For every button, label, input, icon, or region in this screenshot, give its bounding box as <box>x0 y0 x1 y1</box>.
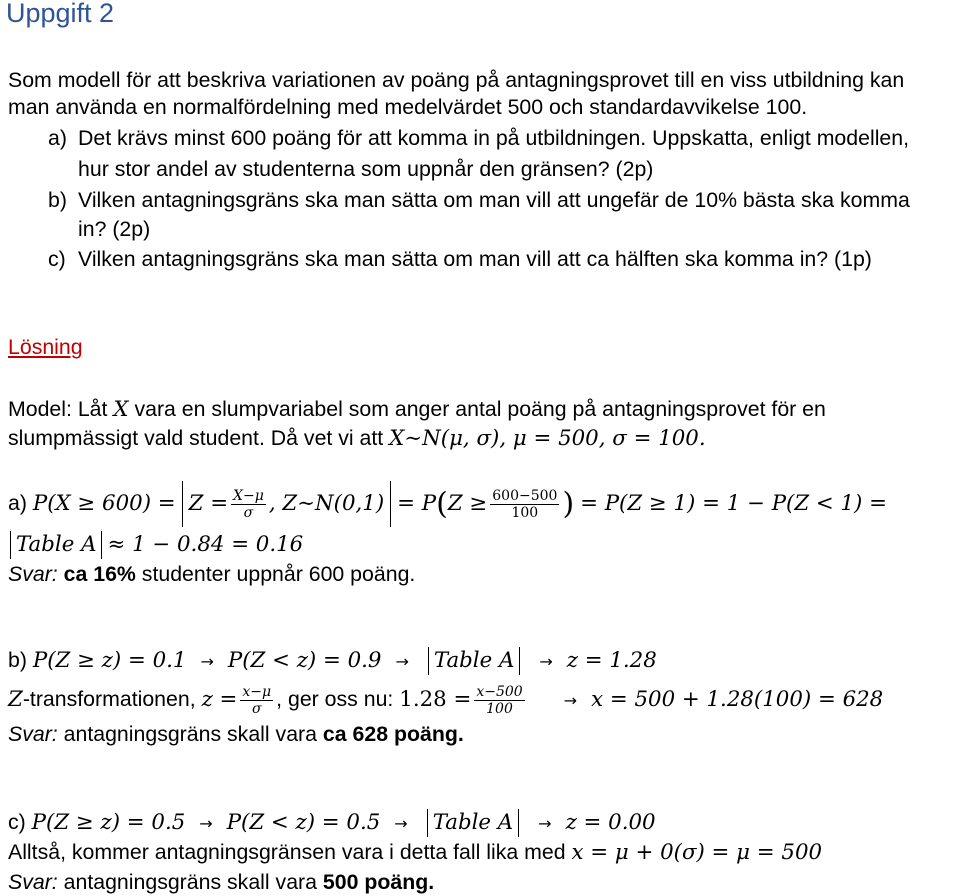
part-a-z-denominator: σ <box>243 504 254 521</box>
part-b-ztrans-var: Z <box>8 687 23 712</box>
part-c-line-2-math: x = μ + 0(σ) = μ = 500 <box>571 840 823 865</box>
part-b-solve-fraction <box>474 684 524 717</box>
part-c-line-2 <box>8 838 822 867</box>
question-a-line-1 <box>48 124 909 152</box>
table-bar-right <box>101 531 102 559</box>
model-line-1 <box>8 395 826 424</box>
arrow-icon: → <box>395 652 409 671</box>
part-b-result: x = 500 + 1.28(100) = 628 <box>591 687 884 712</box>
question-a-line-2: hur stor andel av studenterna som uppnår den gränsen? (2p) <box>78 157 654 181</box>
part-a-standardize-fraction <box>490 488 559 521</box>
part-c-label: c) <box>8 810 32 834</box>
part-a-eq-p: = P <box>397 491 437 516</box>
table-bar-left <box>10 531 11 559</box>
part-a-z-ge: Z ≥ <box>447 491 488 516</box>
question-b-line-1 <box>48 186 910 214</box>
part-a-approx: ≈ 1 − 0.84 = 0.16 <box>107 532 304 557</box>
intro-line-2: man använda en normalfördelning med medelvärdet 500 och standardavvikelse 100. <box>8 95 808 119</box>
part-c-table: Table A <box>432 810 514 835</box>
part-c-answer-text: antagningsgräns skall vara <box>57 870 323 894</box>
model-variable: X <box>113 397 129 422</box>
model-line-2 <box>8 424 706 453</box>
question-a-text-1: Det krävs minst 600 poäng för att komma in på utbildningen. Uppskatta, enligt modellen, <box>78 126 910 150</box>
paren-open: ( <box>436 486 448 522</box>
question-c-line-1 <box>48 245 872 273</box>
part-a-answer <box>8 560 415 588</box>
bracket-right <box>390 481 391 527</box>
question-b-label: b) <box>48 188 67 212</box>
part-a-z-numerator: X−μ <box>233 487 264 504</box>
part-c-answer-label: Svar: <box>8 870 58 894</box>
part-b-table: Table A <box>433 648 515 673</box>
arrow-icon: → <box>394 814 408 833</box>
part-b-ztrans-denominator: σ <box>251 700 262 717</box>
part-b-answer-bold: ca 628 poäng. <box>322 722 464 746</box>
arrow-icon: → <box>200 652 214 671</box>
model-distribution: X∼N(μ, σ), μ = 500, σ = 100. <box>389 426 706 451</box>
part-b-ztrans-numerator: x−μ <box>242 683 272 700</box>
intro-line-1: Som modell för att beskriva variationen av poäng på antagningsprovet till en viss utbildning kan <box>8 68 905 92</box>
part-b-answer <box>8 720 464 748</box>
part-a-line-1 <box>8 480 887 527</box>
part-a-answer-text: studenter uppnår 600 poäng. <box>135 562 416 586</box>
part-a-label: a) <box>8 491 33 515</box>
part-b-ztrans-val: 1.28 = <box>399 687 472 712</box>
part-a-line-2 <box>8 530 303 559</box>
part-b-ztrans-z: z = <box>201 687 238 712</box>
part-b-ztrans-text: -transformationen, <box>22 687 202 711</box>
paren-close: ) <box>562 486 575 522</box>
arrow-icon: → <box>563 691 578 710</box>
part-a-z-fraction <box>231 488 266 521</box>
part-c-expr-3: z = 0.00 <box>565 810 656 835</box>
page-title: Uppgift 2 <box>6 0 115 28</box>
part-b-solve-numerator: x−500 <box>476 683 523 700</box>
part-c-line-1 <box>8 808 656 838</box>
table-bar-left <box>428 647 429 675</box>
part-c-expr-2: P(Z < z) = 0.5 <box>226 810 381 835</box>
solution-heading: Lösning <box>8 335 83 359</box>
part-c-expr-1: P(Z ≥ z) = 0.5 <box>31 810 186 835</box>
part-a-frac-denominator: 100 <box>511 504 539 521</box>
part-b-ztrans-fraction <box>240 684 273 717</box>
part-c-answer <box>8 868 434 896</box>
part-b-line-1 <box>8 646 657 676</box>
question-b-line-2: in? (2p) <box>78 217 151 241</box>
bracket-left <box>182 481 183 527</box>
model-text-2: vara en slumpvariabel som anger antal poäng på antagningsprovet för en <box>128 397 826 421</box>
part-c-line-2-text: Alltså, kommer antagningsgränsen vara i detta fall lika med <box>8 840 572 864</box>
arrow-icon: → <box>538 814 552 833</box>
part-a-z-dist: , Z∼N(0,1) <box>268 491 385 516</box>
part-b-expr-3: z = 1.28 <box>566 648 657 673</box>
part-b-ztrans-mid: , ger oss nu: <box>276 687 400 711</box>
part-a-answer-bold: ca 16% <box>57 562 136 586</box>
question-c-text-1: Vilken antagningsgräns ska man sätta om man vill att ca hälften ska komma in? (1p) <box>78 247 872 271</box>
table-bar-right <box>518 809 519 837</box>
part-a-table: Table A <box>16 532 97 557</box>
question-c-label: c) <box>48 247 66 271</box>
table-bar-left <box>427 809 428 837</box>
part-b-expr-2: P(Z < z) = 0.9 <box>227 648 382 673</box>
part-a-z-eq: Z = <box>188 491 229 516</box>
part-a-rest: = P(Z ≥ 1) = 1 − P(Z < 1) = <box>580 491 887 516</box>
question-a-label: a) <box>48 126 67 150</box>
model-text-1: Model: Låt <box>8 397 114 421</box>
part-c-answer-bold: 500 poäng. <box>322 870 435 894</box>
part-b-label: b) <box>8 648 33 672</box>
part-a-frac-numerator: 600−500 <box>492 487 558 504</box>
model-text-3: slumpmässigt vald student. Då vet vi att <box>8 426 390 450</box>
part-b-solve-denominator: 100 <box>486 700 513 717</box>
part-b-answer-text: antagningsgräns skall vara <box>57 722 323 746</box>
arrow-icon: → <box>199 814 213 833</box>
question-b-text-1: Vilken antagningsgräns ska man sätta om man vill att ungefär de 10% bästa ska komma <box>78 188 910 212</box>
table-bar-right <box>519 647 520 675</box>
part-a-answer-label: Svar: <box>8 562 58 586</box>
part-b-answer-label: Svar: <box>8 722 58 746</box>
arrow-icon: → <box>539 652 553 671</box>
part-a-probability: P(X ≥ 600) = <box>32 491 176 516</box>
part-b-expr-1: P(Z ≥ z) = 0.1 <box>32 648 187 673</box>
part-b-line-2 <box>8 678 883 722</box>
